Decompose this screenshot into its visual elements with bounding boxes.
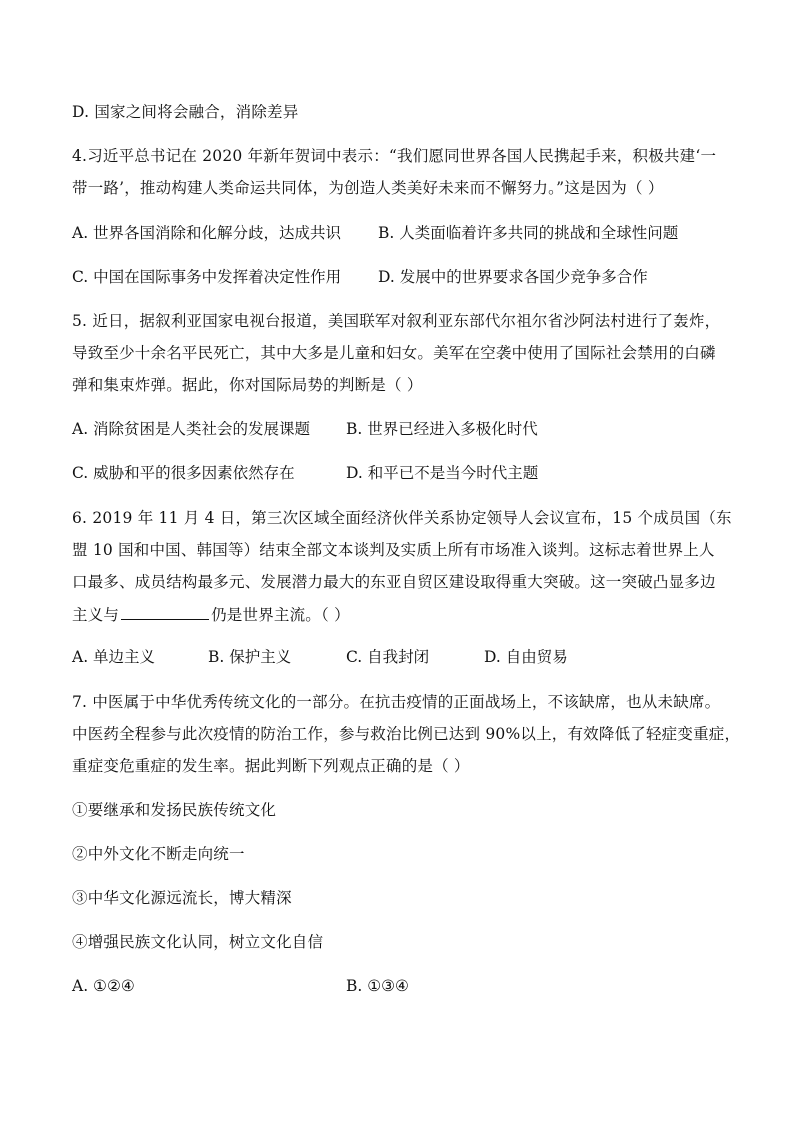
q6-stem-line-4	[72, 604, 350, 625]
q7-option-b: B. ①③④	[346, 977, 409, 995]
fill-in-blank	[121, 604, 209, 620]
q5-option-c: C. 威胁和平的很多因素依然存在	[72, 464, 295, 482]
q5-stem-line-2: 导致至少十余名平民死亡，其中大多是儿童和妇女。美军在空袭中使用了国际社会禁用的白磷	[72, 344, 716, 362]
q6-stem-line-3: 口最多、成员结构最多元、发展潜力最大的东亚自贸区建设取得重大突破。这一突破凸显多边	[72, 573, 716, 591]
q7-statement-3: ③中华文化源远流长，博大精深	[72, 889, 292, 907]
q5-stem-line-1: 5. 近日，据叙利亚国家电视台报道，美国联军对叙利亚东部代尔祖尔省沙阿法村进行了轰炸，	[72, 312, 721, 330]
q5-option-a: A. 消除贫困是人类社会的发展课题	[72, 420, 311, 438]
q5-option-d: D. 和平已不是当今时代主题	[346, 464, 539, 482]
q6-option-c: C. 自我封闭	[346, 648, 430, 666]
q7-statement-2: ②中外文化不断走向统一	[72, 845, 245, 863]
q4-stem-line-2: 带一路’，推动构建人类命运共同体，为创造人类美好未来而不懈努力。”这是因为（ ）	[72, 179, 664, 197]
q6-option-d: D. 自由贸易	[484, 648, 568, 666]
q6-option-b: B. 保护主义	[208, 648, 292, 666]
q7-statement-4: ④增强民族文化认同，树立文化自信	[72, 933, 324, 951]
q6-option-a: A. 单边主义	[72, 648, 156, 666]
q4-option-a: A. 世界各国消除和化解分歧，达成共识	[72, 224, 342, 242]
q4-stem-line-1: 4.习近平总书记在 2020 年新年贺词中表示：“我们愿同世界各国人民携起手来，积极共建‘一	[72, 147, 717, 165]
q7-option-a: A. ①②④	[72, 977, 135, 995]
q4-option-c: C. 中国在国际事务中发挥着决定性作用	[72, 268, 342, 286]
q7-stem-line-1: 7. 中医属于中华优秀传统文化的一部分。在抗击疫情的正面战场上，不该缺席，也从未缺席。	[72, 693, 721, 711]
q4-option-b: B. 人类面临着许多共同的挑战和全球性问题	[378, 224, 679, 242]
q4-option-d: D. 发展中的世界要求各国少竞争多合作	[378, 268, 648, 286]
q6-stem-line-2: 盟 10 国和中国、韩国等）结束全部文本谈判及实质上所有市场准入谈判。这标志着世界上人	[72, 541, 715, 559]
q6-stem-line-4-pre: 主义与	[72, 606, 120, 624]
q7-stem-line-3: 重症变危重症的发生率。据此判断下列观点正确的是（ ）	[72, 757, 470, 775]
q6-stem-line-1: 6. 2019 年 11 月 4 日，第三次区域全面经济伙伴关系协定领导人会议宣布，15 个成员国（东	[72, 509, 732, 527]
q7-stem-line-2: 中医药全程参与此次疫情的防治工作，参与救治比例已达到 90%以上，有效降低了轻症变重症，	[72, 725, 741, 743]
q3-option-d: D. 国家之间将会融合，消除差异	[72, 103, 299, 121]
q5-stem-line-3: 弹和集束炸弹。据此，你对国际局势的判断是（ ）	[72, 376, 423, 394]
q5-option-b: B. 世界已经进入多极化时代	[346, 420, 538, 438]
q6-stem-line-4-post: 仍是世界主流。（ ）	[211, 606, 350, 624]
q7-statement-1: ①要继承和发扬民族传统文化	[72, 801, 277, 819]
